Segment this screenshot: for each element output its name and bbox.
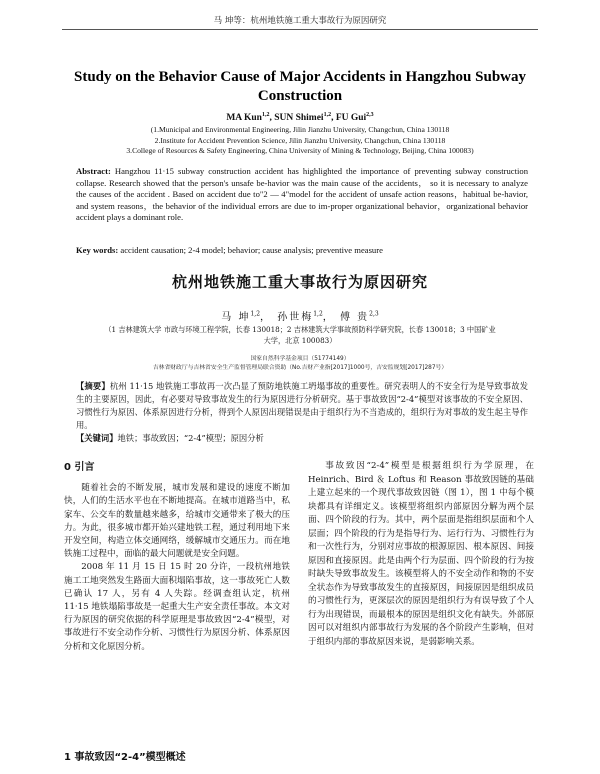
chinese-keywords-label: 【关键词】 [76,433,118,443]
author-name: 孙世梅 [277,312,314,323]
author-affil-mark: 1,2 [250,310,261,318]
body-paragraph: 2008 年 11 月 15 日 15 时 20 分许，一段杭州地铁施工工地突然发生路面大面积塌陷事故，这一事故死亡人数已确认 17 人，另有 4 人失踪。经调查组认定，杭州 11·15 地铁塌陷事故是一起重大生产安全责任事故。本文对行为原因的研究依据的科学原理是事故致因“2-4”模型，对事故进行不安全动作分析、习惯性行为原因分析、体系原因分析和文化原因分析。 [64,562,290,652]
affiliation-line: 大学，北京 100083） [263,336,337,345]
chinese-title: 杭州地铁施工重大事故行为原因研究 [171,273,428,291]
body-column-left [64,455,290,654]
affiliation-line: （1 吉林建筑大学 市政与环境工程学院，长春 130018；2 吉林建筑大学事故预防科学研究院，长春 130018；3 中国矿业 [104,325,496,334]
english-abstract [76,166,528,224]
author-name: FU Gui [335,113,367,124]
chinese-authors: 马 坤$^{1,2}$， 孙世梅$^{1,2}$， 傅 贵$^{2,3}$ [221,310,379,323]
author-name: 马 坤 [221,312,251,323]
funding-notes [70,355,530,373]
author-affil-mark: 1,2 [323,112,332,118]
chinese-abstract-label: 【摘要】 [76,381,110,391]
affiliation-line: (1.Municipal and Environmental Engineering, Jilin Jianzhu University, Changchun, China 130118 [150,125,450,134]
author-affil-mark: 1,2 [313,310,323,318]
author-name: MA Kun [226,113,262,124]
author-name: 傅 贵 [339,312,370,323]
author-affil-mark: 1,2 [261,112,270,118]
funding-line: 吉林省财政厅与吉林省安全生产监督管理局联合资助（No.吉财产业指[2017]1000号，吉安监规划[2017]287号） [152,365,448,371]
body-paragraph: 事故致因“2-4”模型是根据组织行为学原理，在 Heinrich、Bird ＆ Loftus 和 Reason 事故致因链的基础上建立起来的一个现代事故致因链（图 1），图 1 中每个模块都具有详细定义。该模型将组织内部原因分解为两个层面、四个阶段的行为。其中，两个层面是指组织层面和个人层面；四个阶段的行为是指导行为、运行行为、习惯性行为和一次性行为，分别对应事故的根源原因、根本原因、间接原因和直接原因。此是由两个行为层面、四个阶段的行为按时缺失导致事故发生。该模型将人的不安全动作和物的不安全状态作为导致事故发生的直接原因，间接原因是组织成员的习惯性行为，更深层次的原因是组织行为有误导致了个人行为出现错误，而最根本的原因是组织文化有缺失。外部原因可以对组织内部事故行为发展的各个阶段产生影响，但对于组织内部的事故原因来说，是弱影响关系。 [308,461,534,647]
author-affil-mark: 2,3 [369,310,379,318]
english-abstract-text: Hangzhou 11·15 subway construction accident has highlighted the importance of preventing subway construction collapse. Research showed that the person's unsafe be-havior was the main cause of the accidents， so it is necessary to analyze the causes of the accident . Based on accident due to"2 — 4"model for the accident of unsafe action reasons，habitual be-havior, and system reasons，the behavior of the individual errors are due to im-proper organizational behavior，organizational behavior accident plays a dominant role. [76,166,528,223]
english-abstract-label: Abstract: [76,166,111,176]
chinese-keywords-text: 地铁；事故致因；“2-4”模型；原因分析 [117,433,264,443]
english-title-line1: Study on the Behavior Cause of Major Accidents in Hangzhou Subway [73,69,526,85]
english-title [70,68,530,106]
author-name: SUN Shimei [274,113,324,124]
english-keywords [76,245,528,256]
author-affil-mark: 2,3 [366,112,374,118]
body-column-right [308,460,534,649]
funding-line: 国家自然科学基金项目（51774149） [250,356,350,362]
body-paragraph: 随着社会的不断发展，城市发展和建设的速度不断加快，人们的生活水平也在不断地提高。在城市道路当中，私家车、公交车的数量越来越多，给城市交通带来了极大的压力。为此，很多城市都开始兴建地铁工程，通过利用地下来开发空间，构造立体交通网络，缓解城市交通压力。而在地铁施工过程中，面临的最大问题就是安全问题。 [64,483,290,560]
affiliation-line: 2.Institute for Accident Prevention Science, Jilin Jianzhu University, Changchun, China 130118 [154,135,446,145]
english-keywords-text: accident causation; 2-4 model; behavior; cause analysis; preventive measure [120,245,383,255]
english-title-line2: Construction [257,88,343,104]
affiliation-line: 3.College of Resources & Safety Engineering, China University of Mining & Technology, Beijing, China 100083) [126,146,474,155]
chinese-abstract [76,380,528,432]
english-affiliations [70,125,530,157]
english-keywords-label: Key words: [76,245,119,255]
section-heading-introduction: 0 引言 [64,462,95,473]
chinese-abstract-text: 杭州 11·15 地铁施工事故再一次凸显了预防地铁施工坍塌事故的重要性。研究表明人的不安全行为是导致事故发生的主要原因，因此，有必要对导致事故发生的行为原因进行分析研究。基于事故致因“2-4”模型对该事故的不安全原因、习惯性行为原因、体系原因进行分析，得到个人原因出现错误是由于组织行为不当造成的，组织行为对事故的发生起主导作用。 [76,381,528,430]
chinese-keywords [76,432,528,444]
running-header: 马 坤等：杭州地铁施工重大事故行为原因研究 [62,14,538,30]
section-heading-model-overview: 1 事故致因“2-4”模型概述 [64,752,186,763]
english-authors: MA Kun$^{1,2}$, SUN Shimei$^{1,2}$, FU Gui$^{2,3}$ [226,112,374,124]
chinese-affiliations [70,324,530,346]
